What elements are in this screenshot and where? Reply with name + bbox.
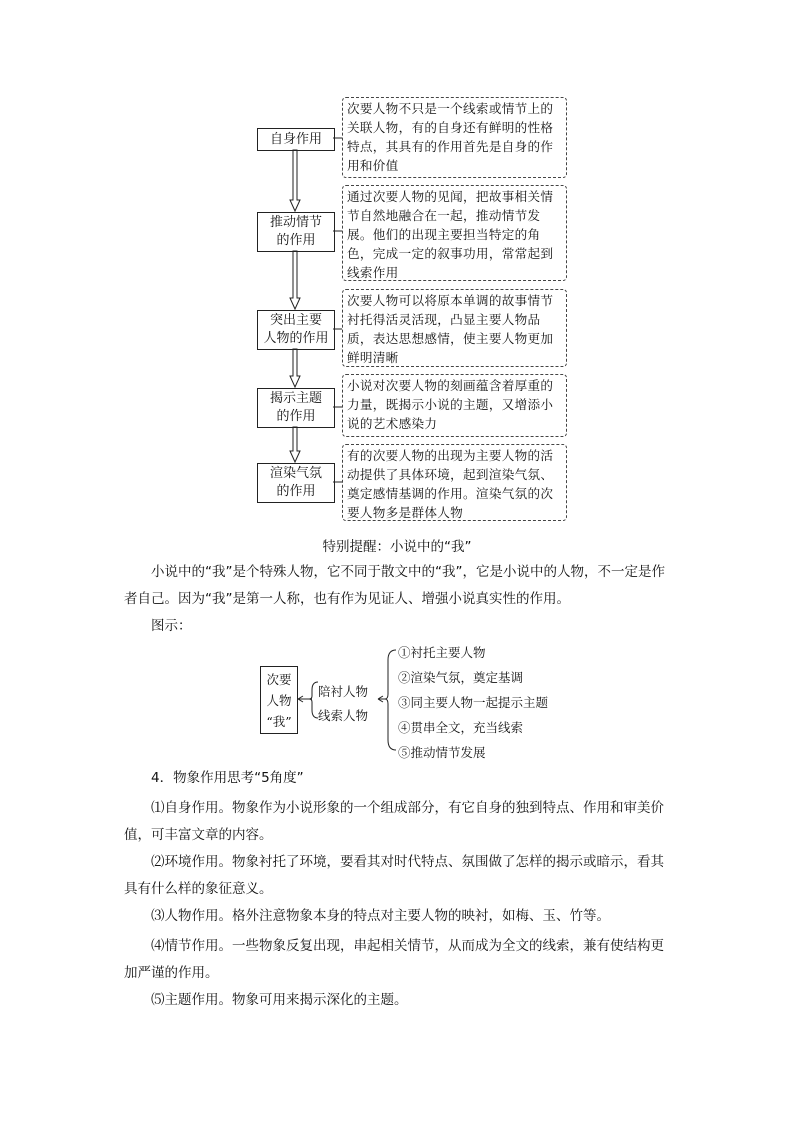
tip-title: 特别提醒：小说中的“我” <box>322 539 472 555</box>
flow-node-label: 揭示主题 <box>269 391 322 406</box>
brace-icon <box>309 682 318 718</box>
section-item: ⑵环境作用。物象衬托了环境，要看其对时代特点、氛围做了怎样的揭示或暗示，看其具有什么样的象征意义。 <box>124 854 664 897</box>
flow-node-label: 推动情节 <box>269 215 322 230</box>
flow-desc-theme: 小说对次要人物的刻画蕴含着厚重的力量，既揭示小说的主题，又增添小说的艺术感染力 <box>342 374 567 437</box>
narrator-box: 次要 人物 “我” <box>260 666 298 734</box>
role-item: 陪衬人物 <box>318 684 369 699</box>
brace-icon <box>385 650 396 750</box>
flow-node-label: 人物的作用 <box>263 331 329 346</box>
flow-node-label: 的作用 <box>276 484 316 499</box>
function-item: ③同主要人物一起提示主题 <box>398 695 549 710</box>
role-item: 线索人物 <box>318 708 369 723</box>
figure-label: 图示： <box>151 618 192 634</box>
function-item: ⑤推动情节发展 <box>398 745 486 760</box>
function-item: ④贯串全文，充当线索 <box>398 720 524 735</box>
section-item: ⑴自身作用。物象作为小说形象的一个组成部分，有它自身的独到特点、作用和审美价值，可丰富文章的内容。 <box>124 800 664 843</box>
flow-desc-main-character: 次要人物可以将原本单调的故事情节衬托得活灵活现，凸显主要人物品质，表达思想感情，使主要人物更加鲜明清晰 <box>342 289 567 367</box>
section-item: ⑶人物作用。格外注意物象本身的特点对主要人物的映衬，如梅、玉、竹等。 <box>151 908 610 924</box>
function-item: ①衬托主要人物 <box>398 645 486 660</box>
flow-node-label: 突出主要 <box>269 313 322 328</box>
flow-node-label: 自身作用 <box>269 131 322 147</box>
flow-desc-self: 次要人物不只是一个线索或情节上的关联人物，有的自身还有鲜明的性格特点，其具有的作用首先是自身的作用和价值 <box>342 97 567 178</box>
flow-desc-plot: 通过次要人物的见闻，把故事相关情节自然地融合在一起，推动情节发展。他们的出现主要担当特定的角色，完成一定的叙事功用，常常起到线索作用 <box>342 185 567 281</box>
function-item: ②渲染气氛，奠定基调 <box>398 670 524 685</box>
section-item: ⑷情节作用。一些物象反复出现，串起相关情节，从而成为全文的线索，兼有使结构更加严谨的作用。 <box>124 938 664 981</box>
flow-desc-atmosphere: 有的次要人物的出现为主要人物的活动提供了具体环境，起到渲染气氛、奠定感情基调的作用。渲染气氛的次要人物多是群体人物 <box>342 444 567 521</box>
flow-node-label: 的作用 <box>276 233 316 248</box>
section-heading: 4．物象作用思考“5角度” <box>151 770 304 786</box>
tip-paragraph: 小说中的“我”是个特殊人物，它不同于散文中的“我”，它是小说中的人物，不一定是作者自己。因为“我”是第一人称，也有作为见证人、增强小说真实性的作用。 <box>124 564 665 607</box>
flow-node-label: 渲染气氛 <box>269 466 322 481</box>
section-item: ⑸主题作用。物象可用来揭示深化的主题。 <box>151 992 408 1008</box>
flow-node-label: 的作用 <box>276 409 316 424</box>
